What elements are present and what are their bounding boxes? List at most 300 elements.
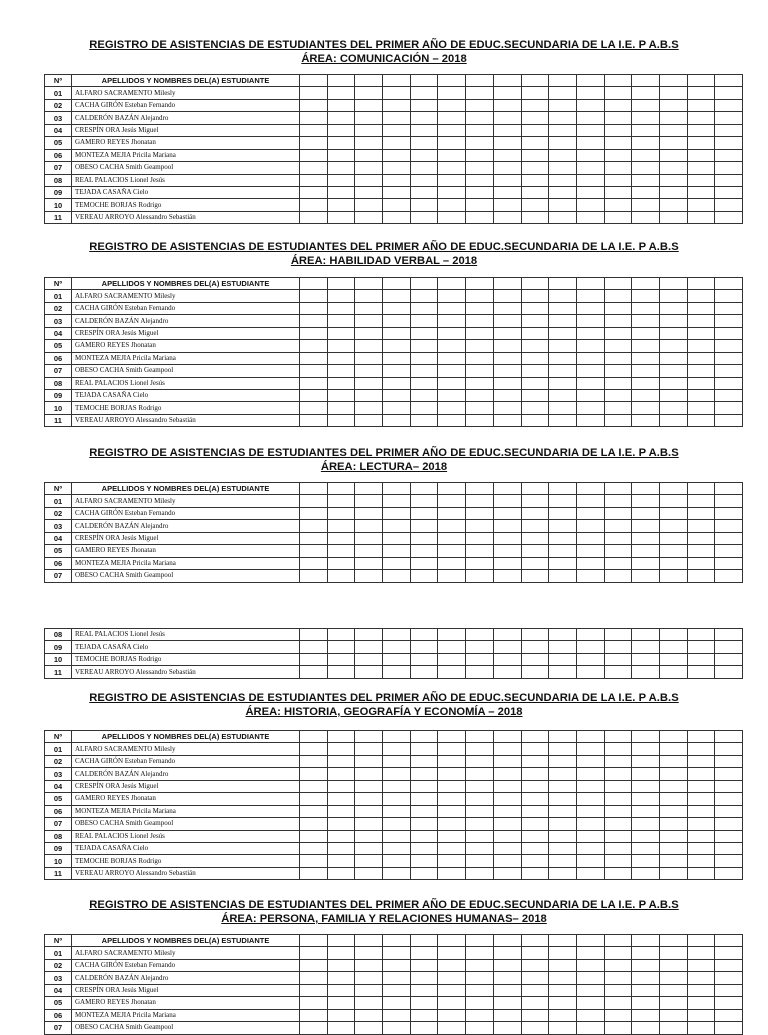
attendance-cell[interactable] [715, 340, 743, 352]
attendance-cell[interactable] [521, 186, 549, 198]
attendance-cell[interactable] [632, 340, 660, 352]
attendance-cell[interactable] [659, 174, 687, 186]
attendance-cell[interactable] [466, 793, 494, 805]
attendance-cell[interactable] [355, 290, 383, 302]
attendance-cell[interactable] [659, 507, 687, 519]
attendance-cell[interactable] [659, 352, 687, 364]
attendance-cell[interactable] [327, 87, 355, 99]
attendance-cell[interactable] [300, 149, 328, 161]
attendance-cell[interactable] [466, 377, 494, 389]
attendance-cell[interactable] [521, 641, 549, 653]
attendance-cell[interactable] [687, 855, 715, 867]
attendance-cell[interactable] [604, 768, 632, 780]
attendance-cell[interactable] [327, 112, 355, 124]
attendance-cell[interactable] [438, 402, 466, 414]
attendance-cell[interactable] [687, 629, 715, 641]
attendance-cell[interactable] [493, 666, 521, 678]
attendance-cell[interactable] [632, 302, 660, 314]
attendance-cell[interactable] [715, 818, 743, 830]
attendance-cell[interactable] [383, 137, 411, 149]
attendance-cell[interactable] [715, 641, 743, 653]
attendance-cell[interactable] [632, 768, 660, 780]
attendance-cell[interactable] [687, 793, 715, 805]
attendance-cell[interactable] [355, 302, 383, 314]
attendance-cell[interactable] [355, 830, 383, 842]
attendance-cell[interactable] [521, 290, 549, 302]
attendance-cell[interactable] [604, 818, 632, 830]
attendance-cell[interactable] [549, 997, 577, 1009]
attendance-cell[interactable] [355, 1022, 383, 1034]
attendance-cell[interactable] [632, 545, 660, 557]
attendance-cell[interactable] [715, 805, 743, 817]
attendance-cell[interactable] [383, 414, 411, 426]
attendance-cell[interactable] [632, 402, 660, 414]
attendance-cell[interactable] [604, 959, 632, 971]
attendance-cell[interactable] [327, 1009, 355, 1021]
attendance-cell[interactable] [715, 99, 743, 111]
attendance-cell[interactable] [466, 149, 494, 161]
attendance-cell[interactable] [438, 793, 466, 805]
attendance-cell[interactable] [383, 830, 411, 842]
attendance-cell[interactable] [715, 959, 743, 971]
attendance-cell[interactable] [383, 302, 411, 314]
attendance-cell[interactable] [521, 972, 549, 984]
attendance-cell[interactable] [410, 124, 438, 136]
attendance-cell[interactable] [549, 414, 577, 426]
attendance-cell[interactable] [493, 780, 521, 792]
attendance-cell[interactable] [659, 315, 687, 327]
attendance-cell[interactable] [355, 402, 383, 414]
attendance-cell[interactable] [549, 124, 577, 136]
attendance-cell[interactable] [659, 793, 687, 805]
attendance-cell[interactable] [687, 162, 715, 174]
attendance-cell[interactable] [632, 327, 660, 339]
attendance-cell[interactable] [604, 545, 632, 557]
attendance-cell[interactable] [300, 972, 328, 984]
attendance-cell[interactable] [438, 112, 466, 124]
attendance-cell[interactable] [493, 855, 521, 867]
attendance-cell[interactable] [300, 302, 328, 314]
attendance-cell[interactable] [521, 1022, 549, 1034]
attendance-cell[interactable] [604, 867, 632, 879]
attendance-cell[interactable] [410, 570, 438, 582]
attendance-cell[interactable] [327, 1022, 355, 1034]
attendance-cell[interactable] [715, 768, 743, 780]
attendance-cell[interactable] [687, 402, 715, 414]
attendance-cell[interactable] [521, 805, 549, 817]
attendance-cell[interactable] [715, 174, 743, 186]
attendance-cell[interactable] [410, 402, 438, 414]
attendance-cell[interactable] [576, 570, 604, 582]
attendance-cell[interactable] [438, 389, 466, 401]
attendance-cell[interactable] [327, 532, 355, 544]
attendance-cell[interactable] [355, 570, 383, 582]
attendance-cell[interactable] [438, 755, 466, 767]
attendance-cell[interactable] [576, 199, 604, 211]
attendance-cell[interactable] [576, 315, 604, 327]
attendance-cell[interactable] [576, 365, 604, 377]
attendance-cell[interactable] [355, 186, 383, 198]
attendance-cell[interactable] [715, 124, 743, 136]
attendance-cell[interactable] [438, 629, 466, 641]
attendance-cell[interactable] [466, 984, 494, 996]
attendance-cell[interactable] [383, 402, 411, 414]
attendance-cell[interactable] [300, 867, 328, 879]
attendance-cell[interactable] [383, 290, 411, 302]
attendance-cell[interactable] [659, 199, 687, 211]
attendance-cell[interactable] [604, 174, 632, 186]
attendance-cell[interactable] [300, 666, 328, 678]
attendance-cell[interactable] [438, 377, 466, 389]
attendance-cell[interactable] [466, 87, 494, 99]
attendance-cell[interactable] [632, 818, 660, 830]
attendance-cell[interactable] [549, 755, 577, 767]
attendance-cell[interactable] [549, 377, 577, 389]
attendance-cell[interactable] [493, 149, 521, 161]
attendance-cell[interactable] [549, 495, 577, 507]
attendance-cell[interactable] [355, 124, 383, 136]
attendance-cell[interactable] [327, 137, 355, 149]
attendance-cell[interactable] [632, 867, 660, 879]
attendance-cell[interactable] [576, 290, 604, 302]
attendance-cell[interactable] [355, 805, 383, 817]
attendance-cell[interactable] [410, 290, 438, 302]
attendance-cell[interactable] [410, 997, 438, 1009]
attendance-cell[interactable] [715, 87, 743, 99]
attendance-cell[interactable] [300, 495, 328, 507]
attendance-cell[interactable] [604, 793, 632, 805]
attendance-cell[interactable] [300, 520, 328, 532]
attendance-cell[interactable] [383, 793, 411, 805]
attendance-cell[interactable] [659, 365, 687, 377]
attendance-cell[interactable] [438, 315, 466, 327]
attendance-cell[interactable] [715, 666, 743, 678]
attendance-cell[interactable] [715, 302, 743, 314]
attendance-cell[interactable] [327, 149, 355, 161]
attendance-cell[interactable] [715, 755, 743, 767]
attendance-cell[interactable] [549, 389, 577, 401]
attendance-cell[interactable] [521, 532, 549, 544]
attendance-cell[interactable] [715, 507, 743, 519]
attendance-cell[interactable] [687, 755, 715, 767]
attendance-cell[interactable] [659, 1009, 687, 1021]
attendance-cell[interactable] [604, 365, 632, 377]
attendance-cell[interactable] [604, 855, 632, 867]
attendance-cell[interactable] [466, 842, 494, 854]
attendance-cell[interactable] [466, 557, 494, 569]
attendance-cell[interactable] [659, 867, 687, 879]
attendance-cell[interactable] [549, 793, 577, 805]
attendance-cell[interactable] [521, 947, 549, 959]
attendance-cell[interactable] [300, 87, 328, 99]
attendance-cell[interactable] [355, 780, 383, 792]
attendance-cell[interactable] [438, 997, 466, 1009]
attendance-cell[interactable] [604, 1022, 632, 1034]
attendance-cell[interactable] [715, 112, 743, 124]
attendance-cell[interactable] [493, 959, 521, 971]
attendance-cell[interactable] [659, 290, 687, 302]
attendance-cell[interactable] [466, 137, 494, 149]
attendance-cell[interactable] [521, 112, 549, 124]
attendance-cell[interactable] [632, 743, 660, 755]
attendance-cell[interactable] [549, 666, 577, 678]
attendance-cell[interactable] [549, 402, 577, 414]
attendance-cell[interactable] [410, 315, 438, 327]
attendance-cell[interactable] [687, 570, 715, 582]
attendance-cell[interactable] [327, 743, 355, 755]
attendance-cell[interactable] [576, 174, 604, 186]
attendance-cell[interactable] [632, 1022, 660, 1034]
attendance-cell[interactable] [632, 365, 660, 377]
attendance-cell[interactable] [327, 629, 355, 641]
attendance-cell[interactable] [355, 842, 383, 854]
attendance-cell[interactable] [466, 199, 494, 211]
attendance-cell[interactable] [687, 557, 715, 569]
attendance-cell[interactable] [327, 162, 355, 174]
attendance-cell[interactable] [493, 99, 521, 111]
attendance-cell[interactable] [521, 99, 549, 111]
attendance-cell[interactable] [383, 186, 411, 198]
attendance-cell[interactable] [715, 830, 743, 842]
attendance-cell[interactable] [410, 653, 438, 665]
attendance-cell[interactable] [715, 1022, 743, 1034]
attendance-cell[interactable] [300, 1022, 328, 1034]
attendance-cell[interactable] [493, 340, 521, 352]
attendance-cell[interactable] [576, 340, 604, 352]
attendance-cell[interactable] [493, 87, 521, 99]
attendance-cell[interactable] [549, 290, 577, 302]
attendance-cell[interactable] [493, 570, 521, 582]
attendance-cell[interactable] [466, 805, 494, 817]
attendance-cell[interactable] [687, 340, 715, 352]
attendance-cell[interactable] [632, 112, 660, 124]
attendance-cell[interactable] [355, 507, 383, 519]
attendance-cell[interactable] [438, 842, 466, 854]
attendance-cell[interactable] [300, 1009, 328, 1021]
attendance-cell[interactable] [466, 545, 494, 557]
attendance-cell[interactable] [521, 793, 549, 805]
attendance-cell[interactable] [438, 947, 466, 959]
attendance-cell[interactable] [383, 315, 411, 327]
attendance-cell[interactable] [576, 629, 604, 641]
attendance-cell[interactable] [604, 997, 632, 1009]
attendance-cell[interactable] [355, 532, 383, 544]
attendance-cell[interactable] [687, 112, 715, 124]
attendance-cell[interactable] [383, 557, 411, 569]
attendance-cell[interactable] [687, 137, 715, 149]
attendance-cell[interactable] [493, 199, 521, 211]
attendance-cell[interactable] [659, 768, 687, 780]
attendance-cell[interactable] [659, 984, 687, 996]
attendance-cell[interactable] [300, 653, 328, 665]
attendance-cell[interactable] [410, 340, 438, 352]
attendance-cell[interactable] [632, 211, 660, 223]
attendance-cell[interactable] [549, 87, 577, 99]
attendance-cell[interactable] [466, 867, 494, 879]
attendance-cell[interactable] [632, 629, 660, 641]
attendance-cell[interactable] [383, 1022, 411, 1034]
attendance-cell[interactable] [410, 302, 438, 314]
attendance-cell[interactable] [383, 99, 411, 111]
attendance-cell[interactable] [576, 112, 604, 124]
attendance-cell[interactable] [410, 377, 438, 389]
attendance-cell[interactable] [355, 87, 383, 99]
attendance-cell[interactable] [438, 414, 466, 426]
attendance-cell[interactable] [438, 211, 466, 223]
attendance-cell[interactable] [438, 830, 466, 842]
attendance-cell[interactable] [327, 842, 355, 854]
attendance-cell[interactable] [383, 377, 411, 389]
attendance-cell[interactable] [687, 545, 715, 557]
attendance-cell[interactable] [327, 805, 355, 817]
attendance-cell[interactable] [604, 805, 632, 817]
attendance-cell[interactable] [493, 743, 521, 755]
attendance-cell[interactable] [355, 365, 383, 377]
attendance-cell[interactable] [521, 352, 549, 364]
attendance-cell[interactable] [410, 211, 438, 223]
attendance-cell[interactable] [659, 87, 687, 99]
attendance-cell[interactable] [521, 507, 549, 519]
attendance-cell[interactable] [549, 137, 577, 149]
attendance-cell[interactable] [493, 402, 521, 414]
attendance-cell[interactable] [410, 507, 438, 519]
attendance-cell[interactable] [632, 87, 660, 99]
attendance-cell[interactable] [300, 315, 328, 327]
attendance-cell[interactable] [410, 984, 438, 996]
attendance-cell[interactable] [355, 112, 383, 124]
attendance-cell[interactable] [466, 327, 494, 339]
attendance-cell[interactable] [355, 520, 383, 532]
attendance-cell[interactable] [715, 842, 743, 854]
attendance-cell[interactable] [659, 842, 687, 854]
attendance-cell[interactable] [355, 389, 383, 401]
attendance-cell[interactable] [659, 414, 687, 426]
attendance-cell[interactable] [521, 768, 549, 780]
attendance-cell[interactable] [383, 532, 411, 544]
attendance-cell[interactable] [410, 818, 438, 830]
attendance-cell[interactable] [687, 414, 715, 426]
attendance-cell[interactable] [410, 186, 438, 198]
attendance-cell[interactable] [410, 793, 438, 805]
attendance-cell[interactable] [521, 389, 549, 401]
attendance-cell[interactable] [410, 414, 438, 426]
attendance-cell[interactable] [383, 507, 411, 519]
attendance-cell[interactable] [410, 99, 438, 111]
attendance-cell[interactable] [300, 99, 328, 111]
attendance-cell[interactable] [604, 842, 632, 854]
attendance-cell[interactable] [576, 137, 604, 149]
attendance-cell[interactable] [687, 352, 715, 364]
attendance-cell[interactable] [438, 780, 466, 792]
attendance-cell[interactable] [604, 532, 632, 544]
attendance-cell[interactable] [383, 174, 411, 186]
attendance-cell[interactable] [632, 793, 660, 805]
attendance-cell[interactable] [438, 507, 466, 519]
attendance-cell[interactable] [493, 768, 521, 780]
attendance-cell[interactable] [327, 290, 355, 302]
attendance-cell[interactable] [300, 327, 328, 339]
attendance-cell[interactable] [687, 124, 715, 136]
attendance-cell[interactable] [549, 507, 577, 519]
attendance-cell[interactable] [300, 402, 328, 414]
attendance-cell[interactable] [549, 805, 577, 817]
attendance-cell[interactable] [604, 352, 632, 364]
attendance-cell[interactable] [576, 557, 604, 569]
attendance-cell[interactable] [521, 315, 549, 327]
attendance-cell[interactable] [576, 186, 604, 198]
attendance-cell[interactable] [493, 302, 521, 314]
attendance-cell[interactable] [687, 842, 715, 854]
attendance-cell[interactable] [466, 768, 494, 780]
attendance-cell[interactable] [327, 315, 355, 327]
attendance-cell[interactable] [438, 532, 466, 544]
attendance-cell[interactable] [327, 557, 355, 569]
attendance-cell[interactable] [355, 653, 383, 665]
attendance-cell[interactable] [466, 570, 494, 582]
attendance-cell[interactable] [549, 149, 577, 161]
attendance-cell[interactable] [327, 520, 355, 532]
attendance-cell[interactable] [715, 780, 743, 792]
attendance-cell[interactable] [604, 666, 632, 678]
attendance-cell[interactable] [576, 641, 604, 653]
attendance-cell[interactable] [632, 137, 660, 149]
attendance-cell[interactable] [576, 545, 604, 557]
attendance-cell[interactable] [383, 389, 411, 401]
attendance-cell[interactable] [383, 984, 411, 996]
attendance-cell[interactable] [687, 99, 715, 111]
attendance-cell[interactable] [687, 768, 715, 780]
attendance-cell[interactable] [466, 818, 494, 830]
attendance-cell[interactable] [715, 495, 743, 507]
attendance-cell[interactable] [715, 186, 743, 198]
attendance-cell[interactable] [493, 290, 521, 302]
attendance-cell[interactable] [438, 1009, 466, 1021]
attendance-cell[interactable] [383, 818, 411, 830]
attendance-cell[interactable] [576, 149, 604, 161]
attendance-cell[interactable] [466, 290, 494, 302]
attendance-cell[interactable] [687, 290, 715, 302]
attendance-cell[interactable] [327, 867, 355, 879]
attendance-cell[interactable] [383, 653, 411, 665]
attendance-cell[interactable] [410, 629, 438, 641]
attendance-cell[interactable] [576, 842, 604, 854]
attendance-cell[interactable] [355, 315, 383, 327]
attendance-cell[interactable] [687, 302, 715, 314]
attendance-cell[interactable] [604, 99, 632, 111]
attendance-cell[interactable] [576, 818, 604, 830]
attendance-cell[interactable] [521, 327, 549, 339]
attendance-cell[interactable] [493, 162, 521, 174]
attendance-cell[interactable] [327, 653, 355, 665]
attendance-cell[interactable] [549, 959, 577, 971]
attendance-cell[interactable] [466, 755, 494, 767]
attendance-cell[interactable] [493, 629, 521, 641]
attendance-cell[interactable] [438, 545, 466, 557]
attendance-cell[interactable] [355, 855, 383, 867]
attendance-cell[interactable] [410, 855, 438, 867]
attendance-cell[interactable] [549, 780, 577, 792]
attendance-cell[interactable] [632, 653, 660, 665]
attendance-cell[interactable] [521, 402, 549, 414]
attendance-cell[interactable] [466, 855, 494, 867]
attendance-cell[interactable] [493, 174, 521, 186]
attendance-cell[interactable] [438, 124, 466, 136]
attendance-cell[interactable] [687, 959, 715, 971]
attendance-cell[interactable] [466, 629, 494, 641]
attendance-cell[interactable] [466, 174, 494, 186]
attendance-cell[interactable] [355, 818, 383, 830]
attendance-cell[interactable] [438, 641, 466, 653]
